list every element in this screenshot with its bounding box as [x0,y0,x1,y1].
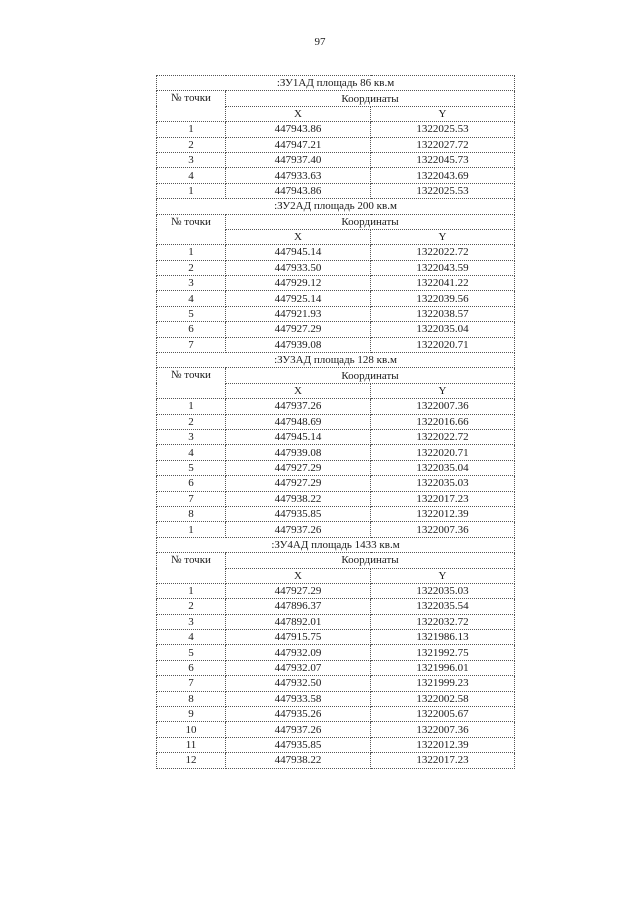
y-coordinate-cell: 1322017.23 [371,753,515,768]
y-coordinate-cell: 1322027.72 [371,137,515,152]
x-coordinate-cell: 447927.29 [226,460,371,475]
y-header: Y [371,106,515,121]
x-coordinate-cell: 447932.09 [226,645,371,660]
point-number-cell: 3 [157,429,226,444]
table-row [157,137,515,152]
point-number-cell: 2 [157,414,226,429]
point-number-cell: 8 [157,506,226,521]
table-row [157,491,515,506]
point-number-cell: 7 [157,676,226,691]
table-row [157,506,515,521]
x-coordinate-cell: 447938.22 [226,491,371,506]
table-row [157,614,515,629]
table-row [157,691,515,706]
header-row [157,91,515,106]
y-header: Y [371,568,515,583]
y-coordinate-cell: 1322043.59 [371,260,515,275]
table-row [157,337,515,352]
section-title: :ЗУ2АД площадь 200 кв.м [157,199,515,214]
point-number-cell: 3 [157,152,226,167]
point-number-cell: 4 [157,291,226,306]
table-row [157,276,515,291]
y-coordinate-cell: 1322035.54 [371,599,515,614]
x-coordinate-cell: 447945.14 [226,429,371,444]
x-coordinate-cell: 447921.93 [226,306,371,321]
point-number-cell: 7 [157,337,226,352]
point-number-cell: 2 [157,599,226,614]
x-header: X [226,106,371,121]
x-coordinate-cell: 447933.58 [226,691,371,706]
y-coordinate-cell: 1322012.39 [371,506,515,521]
x-coordinate-cell: 447925.14 [226,291,371,306]
x-coordinate-cell: 447932.07 [226,660,371,675]
x-header: X [226,568,371,583]
table-row [157,260,515,275]
section-title: :ЗУ4АД площадь 1433 кв.м [157,537,515,552]
point-number-cell: 5 [157,645,226,660]
point-number-cell: 3 [157,276,226,291]
section-title-row [157,537,515,552]
x-coordinate-cell: 447937.26 [226,399,371,414]
page-number: 97 [314,36,326,48]
y-coordinate-cell: 1322012.39 [371,737,515,752]
header-row [157,214,515,229]
y-coordinate-cell: 1322035.03 [371,476,515,491]
y-coordinate-cell: 1322022.72 [371,245,515,260]
point-number-cell: 1 [157,245,226,260]
coordinates-table-body [157,76,515,769]
x-coordinate-cell: 447932.50 [226,676,371,691]
coordinates-header: Координаты [226,553,515,568]
point-number-cell: 11 [157,737,226,752]
y-coordinate-cell: 1322035.03 [371,583,515,598]
header-row [157,368,515,383]
y-header: Y [371,383,515,398]
x-header: X [226,383,371,398]
y-coordinate-cell: 1322025.53 [371,183,515,198]
table-row [157,183,515,198]
table-row [157,753,515,768]
table-row [157,429,515,444]
y-coordinate-cell: 1322007.36 [371,399,515,414]
table-row [157,399,515,414]
table-row [157,645,515,660]
x-coordinate-cell: 447896.37 [226,599,371,614]
coordinates-header: Координаты [226,214,515,229]
x-coordinate-cell: 447939.08 [226,337,371,352]
table-row [157,445,515,460]
point-number-cell: 8 [157,691,226,706]
table-row [157,599,515,614]
x-coordinate-cell: 447935.85 [226,737,371,752]
point-number-cell: 5 [157,460,226,475]
point-number-header: № точки [157,91,226,122]
y-coordinate-cell: 1322002.58 [371,691,515,706]
table-row [157,660,515,675]
x-coordinate-cell: 447935.26 [226,707,371,722]
point-number-cell: 5 [157,306,226,321]
x-coordinate-cell: 447938.22 [226,753,371,768]
table-row [157,630,515,645]
x-coordinate-cell: 447937.26 [226,522,371,537]
table-row [157,583,515,598]
section-title: :ЗУ3АД площадь 128 кв.м [157,353,515,368]
point-number-cell: 1 [157,522,226,537]
section-title: :ЗУ1АД площадь 86 кв.м [157,76,515,91]
table-row [157,245,515,260]
x-header: X [226,229,371,244]
table-row [157,168,515,183]
y-coordinate-cell: 1322032.72 [371,614,515,629]
x-coordinate-cell: 447937.40 [226,152,371,167]
y-coordinate-cell: 1322025.53 [371,122,515,137]
table-row [157,322,515,337]
y-header: Y [371,229,515,244]
y-coordinate-cell: 1322020.71 [371,445,515,460]
x-coordinate-cell: 447947.21 [226,137,371,152]
y-coordinate-cell: 1321999.23 [371,676,515,691]
point-number-cell: 6 [157,322,226,337]
point-number-cell: 4 [157,630,226,645]
point-number-cell: 3 [157,614,226,629]
x-coordinate-cell: 447935.85 [226,506,371,521]
coordinates-table [156,75,515,769]
y-coordinate-cell: 1321986.13 [371,630,515,645]
point-number-cell: 7 [157,491,226,506]
header-row [157,553,515,568]
x-coordinate-cell: 447943.86 [226,183,371,198]
point-number-header: № точки [157,214,226,245]
table-row [157,676,515,691]
section-title-row [157,76,515,91]
y-coordinate-cell: 1322007.36 [371,522,515,537]
table-row [157,122,515,137]
y-coordinate-cell: 1322041.22 [371,276,515,291]
y-coordinate-cell: 1322038.57 [371,306,515,321]
y-coordinate-cell: 1321992.75 [371,645,515,660]
y-coordinate-cell: 1322043.69 [371,168,515,183]
table-row [157,414,515,429]
table-row [157,152,515,167]
table-row [157,291,515,306]
y-coordinate-cell: 1322039.56 [371,291,515,306]
table-row [157,707,515,722]
y-coordinate-cell: 1322045.73 [371,152,515,167]
point-number-header: № точки [157,368,226,399]
y-coordinate-cell: 1322022.72 [371,429,515,444]
point-number-cell: 12 [157,753,226,768]
section-title-row [157,353,515,368]
x-coordinate-cell: 447948.69 [226,414,371,429]
x-coordinate-cell: 447927.29 [226,322,371,337]
point-number-cell: 9 [157,707,226,722]
point-number-cell: 6 [157,660,226,675]
table-row [157,476,515,491]
section-title-row [157,199,515,214]
y-coordinate-cell: 1322020.71 [371,337,515,352]
x-coordinate-cell: 447927.29 [226,476,371,491]
point-number-cell: 2 [157,137,226,152]
y-coordinate-cell: 1322005.67 [371,707,515,722]
x-coordinate-cell: 447892.01 [226,614,371,629]
point-number-cell: 1 [157,122,226,137]
table-row [157,722,515,737]
point-number-cell: 10 [157,722,226,737]
table-row [157,522,515,537]
coordinates-header: Координаты [226,91,515,106]
coordinates-header: Координаты [226,368,515,383]
point-number-cell: 1 [157,399,226,414]
table-row [157,306,515,321]
x-coordinate-cell: 447933.63 [226,168,371,183]
x-coordinate-cell: 447933.50 [226,260,371,275]
table-row [157,460,515,475]
point-number-cell: 2 [157,260,226,275]
x-coordinate-cell: 447915.75 [226,630,371,645]
point-number-cell: 4 [157,168,226,183]
x-coordinate-cell: 447945.14 [226,245,371,260]
x-coordinate-cell: 447937.26 [226,722,371,737]
x-coordinate-cell: 447929.12 [226,276,371,291]
y-coordinate-cell: 1322035.04 [371,322,515,337]
x-coordinate-cell: 447943.86 [226,122,371,137]
y-coordinate-cell: 1321996.01 [371,660,515,675]
y-coordinate-cell: 1322017.23 [371,491,515,506]
y-coordinate-cell: 1322016.66 [371,414,515,429]
point-number-cell: 1 [157,183,226,198]
y-coordinate-cell: 1322007.36 [371,722,515,737]
point-number-cell: 4 [157,445,226,460]
y-coordinate-cell: 1322035.04 [371,460,515,475]
x-coordinate-cell: 447939.08 [226,445,371,460]
table-row [157,737,515,752]
point-number-cell: 6 [157,476,226,491]
x-coordinate-cell: 447927.29 [226,583,371,598]
point-number-header: № точки [157,553,226,584]
point-number-cell: 1 [157,583,226,598]
